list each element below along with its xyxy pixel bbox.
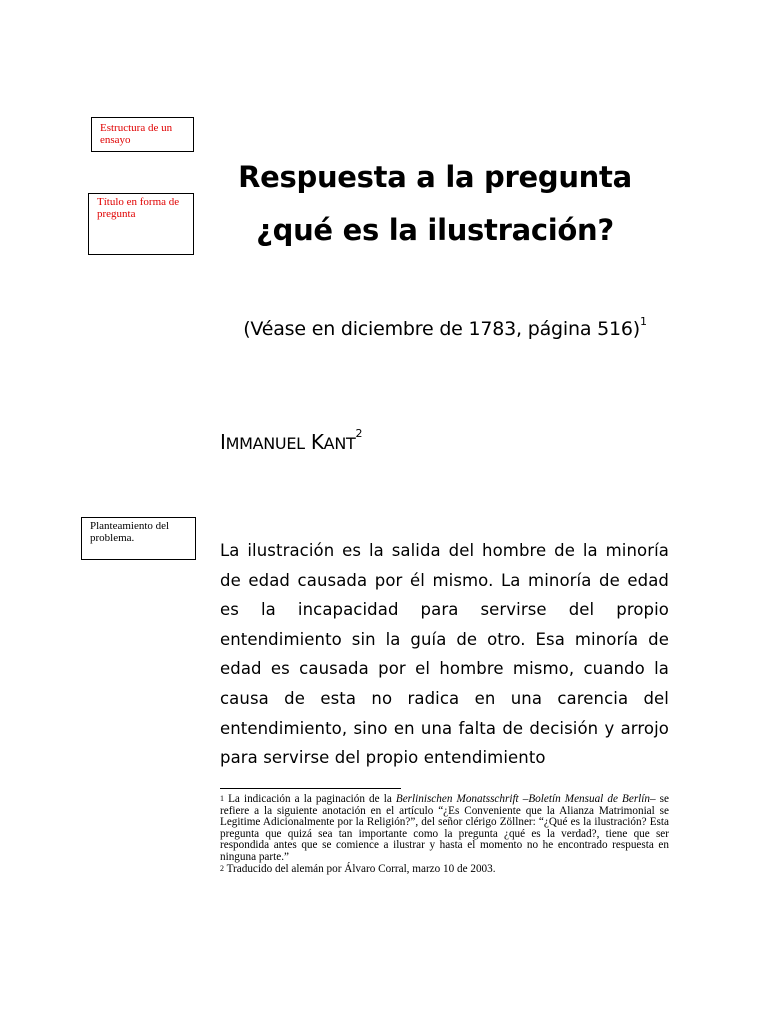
body-paragraph: La ilustración es la salida del hombre de la minoría de edad causada por él mismo. La minoría de edad es la incapacidad para servirse del propio entendimiento sin la guía de otro. Esa minoría de edad es causada por el hombre mismo, cuando la causa de esta no radica en una carencia del entendimiento, sino en una falta de decisión y arrojo para servirse del propio entendimiento <box>220 541 669 768</box>
footnotes <box>220 794 669 875</box>
author-first-rest: MMANUEL <box>225 434 305 453</box>
margin-note-problem-text: Planteamiento del problema. <box>90 520 170 544</box>
footnote-1-text-b: se refiere a la siguiente anotación en el artículo “¿Es Conveniente que la Alianza Matrimonial se Legitime Adicionalmente por la Religión?”, del señor clérigo Zöllner: “¿Qué es la ilustración? Esta pregunta que quizá sea tan importante como la pregunta ¿qué es la verdad?, tiene que ser respondida antes que se comience a ilustrar y hasta el momento no he encontrado respuesta en ninguna parte.” <box>220 793 669 863</box>
margin-note-structure-text: Estructura de un ensayo <box>100 122 173 146</box>
subtitle-text: (Véase en diciembre de 1783, página 516) <box>243 318 640 340</box>
author <box>220 427 363 454</box>
margin-note-title-form <box>88 193 194 255</box>
title-line-1: Respuesta a la pregunta <box>238 160 632 194</box>
author-footnote-ref[interactable]: 2 <box>355 427 363 440</box>
footnote-2-text: Traducido del alemán por Álvaro Corral, marzo 10 de 2003. <box>224 862 496 875</box>
footnote-2 <box>220 864 669 876</box>
margin-note-problem <box>81 517 196 560</box>
footnote-separator <box>220 788 401 789</box>
subtitle <box>210 315 680 340</box>
footnote-2-ref: 2 <box>220 863 224 873</box>
subtitle-footnote-ref[interactable]: 1 <box>639 315 647 328</box>
margin-note-structure <box>91 117 194 152</box>
footnote-1-ref: 1 <box>220 794 224 803</box>
author-last-initial: K <box>310 430 324 454</box>
footnote-1-text-italic: Berlinischen Monatsschrift –Boletín Mensual de Berlín– <box>395 793 656 805</box>
footnote-1-text-a: La indicación a la paginación de la <box>224 793 396 805</box>
margin-note-title-form-text: Título en forma de pregunta <box>97 196 180 220</box>
author-first-initial: I <box>220 430 226 454</box>
footnote-1 <box>220 794 669 864</box>
title-line-2: ¿qué es la ilustración? <box>256 213 614 247</box>
author-last-rest: ANT <box>323 434 356 453</box>
